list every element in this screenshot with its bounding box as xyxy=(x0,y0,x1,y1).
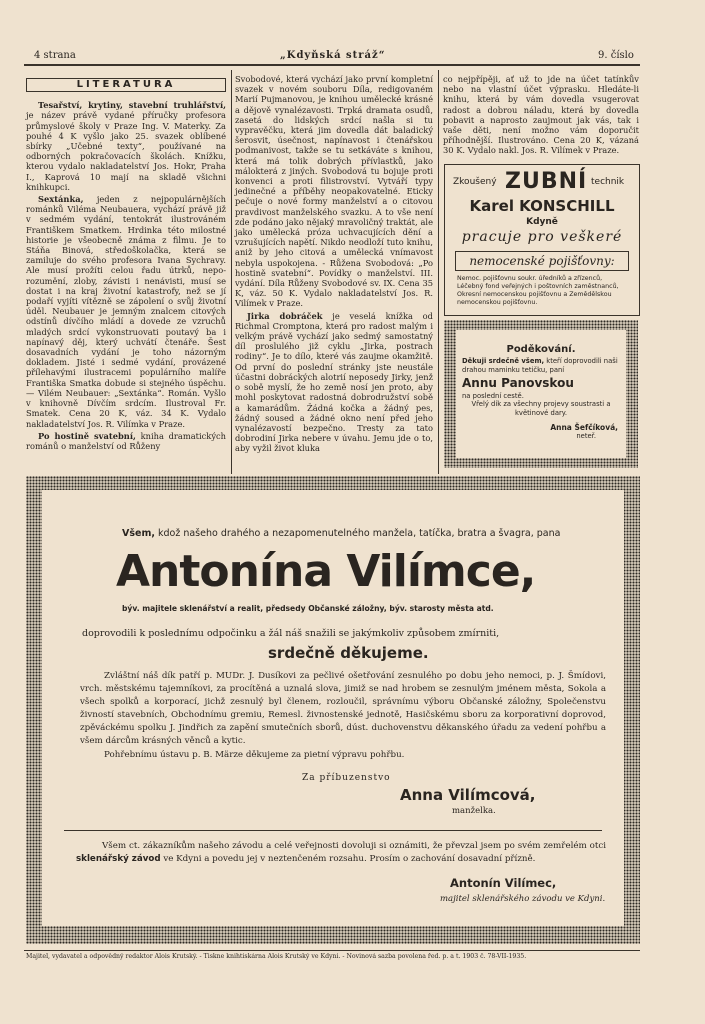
imprint: Majitel, vydavatel a odpovědný redaktor Alois Krutský. - Tiskne knihtiskárna Alois Krutský ve Kdyni. - Novinová sazba povolena řed. p. a t. 1903 č. 78-VII-1935. xyxy=(26,953,527,960)
obituary-thanks: srdečně děkujeme. xyxy=(268,644,429,662)
article-lead: Tesařství, krytiny, stavební truhlářství, xyxy=(38,100,226,111)
thanks-sign-role: neteř. xyxy=(576,432,596,440)
literature-column-3 xyxy=(443,74,639,158)
article xyxy=(26,194,226,429)
obituary-widow: Anna Vilímcová, xyxy=(400,786,536,804)
ad-technik: technik xyxy=(591,177,625,187)
thanks-body: kteří doprovodili naši drahou maminku tetičku, paní xyxy=(462,357,618,374)
newspaper-title: „Kdyňská stráž“ xyxy=(280,50,386,61)
obituary-notice-bold: sklenářský závod xyxy=(76,854,161,864)
column-divider xyxy=(438,70,439,474)
article xyxy=(235,311,433,454)
issue-number: 9. číslo xyxy=(598,50,634,61)
obituary-titles: býv. majitele sklenářství a realit, předsedy Občanské záložny, býv. starosty města atd. xyxy=(122,604,494,613)
article xyxy=(26,100,226,192)
obituary-intro xyxy=(122,528,560,539)
thanks-line3: Vřelý dík za všechny projevy soustrasti a květinové dary. xyxy=(471,400,611,417)
obituary-divider xyxy=(64,830,602,831)
article xyxy=(443,74,639,156)
thanks-frame xyxy=(444,320,638,468)
article-lead: Jirka dobráček xyxy=(247,310,323,321)
obituary-panel xyxy=(42,490,624,926)
obituary-notice-a: Všem ct. zákazníkům našeho závodu a celé veřejnosti dovoluji si oznámiti, že převzal jsem po svém zemřelém otci xyxy=(102,841,606,851)
ad-note: Nemoc. pojišťovnu soukr. úředníků a zřízenců, Léčebný fond veřejných i poštovních zaměstnanců, Okresní nemocenskou pojišťovnu a Zemědělskou nemocenskou pojišťovnu. xyxy=(457,275,619,306)
literature-heading: LITERATURA xyxy=(26,78,226,92)
thanks-sign: Anna Šefčíková, xyxy=(550,423,618,432)
obituary-para2: Pohřebnímu ústavu p. B. Märze děkujeme za pietní výpravu pohřbu. xyxy=(104,750,405,760)
article-text: je název právě vydané příručky profesora průmyslové školy v Praze Ing. V. Materky. Za pouhé 4 K vyšlo jako 25. svazek oblíbené sbírky „Učebné texty“, používané na odborných pokračovacích školách. Knížku, kterou vydalo nakladatelství Jos. Hokr, Praha I., Kaprová 10 mají na skladě všichni knihkupci. xyxy=(26,110,226,192)
obituary-notice xyxy=(76,840,606,866)
obituary-family: Za příbuzenstvo xyxy=(302,773,391,783)
thanks-text xyxy=(456,355,626,374)
column-divider xyxy=(231,70,232,474)
article xyxy=(235,74,433,309)
ad-dentist-name: Karel KONSCHILL xyxy=(469,197,615,215)
article-text: Svobodové, která vychází jako první kompletní svazek v novém souboru Díla, redigovaném Marií Pujmanovou, je knihou umělecké krásné a dějově vynalézavosti. Trpká dramata osudů, zasetá do lidských srdcí našla si tu vypravěčku, která jim dovedla dát baladický šerosvit, úsečnost, napínavost i čtenářskou podmanivost, takže se tu setkáváte s knihou, která má tolik dobrých přívlastků, jako málokterá z jiných. Svobodová tu bojuje proti konvenci a proti filistrovství. Vytváří typy jedinečné a příběhy neopakovatelné. Eticky pečuje o nové formy manželství a o citovou pravdivost manželského svazku. A to vše není zde podáno jako nějaký mravoličný traktát, ale jako umělecká próza uchvacujících dění a vzrušujících napětí. Nikdo neodloží tuto knihu, aniž by jeho citová a umělecká vnímavost nebyla uspokojena. - Růžena Svobodová: „Po hostině svatební“. Povídky o manželství. III. vydání. Díla Růženy Svobodové sv. IX. Cena 35 K, váz. 50 K. Vydalo nakladatelství Jos. R. Vilímek v Praze. xyxy=(235,74,433,309)
obituary-escort: doprovodili k poslednímu odpočinku a žál náš snažili se jakýmkoliv způsobem zmírniti, xyxy=(82,628,500,639)
thanks-title: Poděkování. xyxy=(506,344,576,355)
ad-funds: nemocenské pojišťovny: xyxy=(455,251,629,271)
obituary-intro-text: kdož našeho drahého a nezapomenutelného manžela, tatíčka, bratra a švagra, pana xyxy=(154,528,561,539)
article-text: kniha dramatických románů o manželství od Růženy xyxy=(26,430,226,451)
ad-tested: Zkoušený xyxy=(453,177,497,187)
obituary-frame xyxy=(26,476,640,944)
ad-works: pracuje pro veškeré xyxy=(461,229,623,245)
obituary-notice-b: ve Kdyni a povedu jej v neztenčeném rozsahu. Prosím o zachování dosavadní přízně. xyxy=(160,854,536,864)
article-text: co nejpřípěji, ať už to jde na účet tatínkův nebo na vlastní účet výprasku. Hledáte-li knihu, která by vám dovedla vsugerovat radost a dobrou náladu, která by dovedla pobavit a naprosto zaujmout jak vás, tak i vaše děti, není možno vám doporučit příhodnější. Ilustrováno. Cena 20 K, vázaná 30 K. Vydalo nakl. Jos. R. Vilímek v Praze. xyxy=(443,74,639,156)
article-text: je veselá knížka od Richmal Cromptona, která pro radost malým i velkým právě vychází jako sedmý samostatný díl proslulého již cyklu „Jirka, postrach rodiny“. Je to dílo, které vás zaujme okamžitě. Od první do poslední stránky jste neustále účastni dobráckých alotrií neposedy Jirky, jenž o sobě myslí, že ho země nosí jen proto, aby mohl poskytovat radostná dobrodružství sobě a kamarádům. Žádná kočka a žádný pes, žádný soused a žádné okno není před jeho vynalézavostí bezpečno. Tresty za tato dobrodiní Jirka nebere v úvahu. Jemu jde o to, aby vyžil život kluka xyxy=(235,310,433,454)
header-rule xyxy=(24,64,640,66)
footer-rule xyxy=(24,950,640,951)
article-text: jeden z nejpopulárnějších románků Viléma Neubauera, vychází právě již v sedmém vydání, tentokrát ilustrováném Františkem Smatkem. Hrdinka této milostné historie je všeobecně známa z filmu. Je to Stáňa Binová, středoškolačka, která se zamiluje do svého profesora Ivana Sychravy. Ale musí prožíti celou řadu útrků, nepo-rozumění, zloby, závisti i nenávisti, musí se dostat i na kraj životní katastrofy, než se jí podaří vyjíti vítězně se zápolení o svůj životní úděl. Neubauer je jemným znalcem citových odstínů dívčího mládí a dovede ze vzruchů mladých srdcí vykonstruovati poutavý ba i napínavý děj, který uchvátí čtenáře. Šest dosavadních vydání je toho názorným dokladem. Jisté i sedmé vydání, provázené přílehavými ilustracemi populárního malíře Františka Smatka dobude si stejného úspěchu. — Vilém Neubauer: „Sextánka“. Román. Vyšlo v knihovně Dívčím srdcím. Ilustroval Fr. Smatek. Cena 20 K, váz. 34 K. Vydalo nakladatelství Jos. R. Vilímka v Praze. xyxy=(26,194,226,429)
obituary-name: Antonína Vilímce, xyxy=(116,546,536,597)
literature-column-1 xyxy=(26,74,226,453)
obituary-son-role: majitel sklenářského závodu ve Kdyni. xyxy=(440,894,606,904)
obituary-widow-role: manželka. xyxy=(452,806,496,816)
thanks-panel xyxy=(456,330,626,458)
obituary-para1: Zvláštní náš dík patří p. MUDr. J. Dusíkovi za pečlivé ošetřování zesnulého po dobu jeho nemoci, p. J. Šmídovi, vrch. městskému tajemníkovi, za procítěná a uznalá slova, jimiž se nad hrobem se zesnulým jménem města, Sokola a všech spolků a korporací, jichž zesnulý byl členem, rozloučil, správnímu výboru Občanské záložny, Společenstvu živností stavebních, Obchodnímu gremiu, Remesl. živnostenské jednotě, Hasičskému sboru za korporativní doprovod, zpěváckému spolku J. Jindřich za zapění smutečních sborů, dúst. duchovenstvu děkanského úřadu za vedení pohřbu a všem dárcům krásných věnců a kytic. xyxy=(80,671,606,746)
article xyxy=(26,431,226,451)
article-lead: Sextánka, xyxy=(38,194,84,205)
obituary-intro-lead: Všem, xyxy=(122,528,155,539)
literature-column-2 xyxy=(235,74,433,456)
article-lead: Po hostině svatební, xyxy=(38,430,136,441)
page-number: 4 strana xyxy=(34,50,76,61)
obituary-son: Antonín Vilímec, xyxy=(450,876,557,890)
dentist-advertisement xyxy=(444,164,640,316)
thanks-lead: Děkuji srdečně všem, xyxy=(462,357,545,365)
thanks-name: Annu Panovskou xyxy=(462,376,574,390)
ad-town: Kdyně xyxy=(526,217,558,227)
thanks-line2: na poslední cestě. xyxy=(462,392,524,400)
ad-zubni: ZUBNÍ xyxy=(505,169,588,194)
